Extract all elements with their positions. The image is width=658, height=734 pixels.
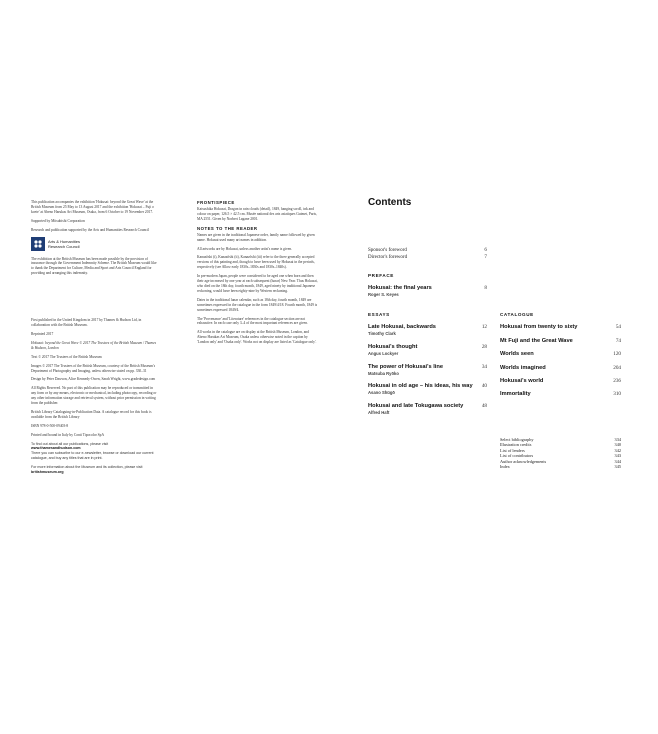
publications-note: To find out about all our publications, please visit	[31, 441, 109, 446]
copyright-text: Text © 2017 The Trustees of the British Museum	[31, 354, 102, 359]
notes-heading: NOTES TO THE READER	[197, 225, 258, 231]
back-matter-label: Illustration credits	[500, 442, 532, 448]
toc-title: Worlds seen	[500, 351, 534, 357]
toc-title: Hokusai: the final years	[368, 285, 432, 291]
ahrc-logo-line2: Research Council	[48, 243, 80, 249]
note-artworks: All artworks are by Hokusai, unless another artist's name is given.	[197, 246, 293, 251]
thames-url[interactable]: www.thamesandhudson.com	[31, 446, 81, 451]
back-matter-page: 342	[614, 447, 621, 453]
back-matter-page: 344	[614, 458, 621, 464]
back-matter-page: 340	[614, 442, 621, 448]
toc-author: Matsuba Ryōko	[368, 371, 399, 376]
sponsor-note: Supported by Mitsubishi Corporation	[31, 218, 85, 223]
first-published: First published in the United Kingdom in 2017 by Thames & Hudson Ltd, in collaboration with the British Museum.	[31, 318, 142, 328]
isbn: ISBN 978-0-500-09403-8	[31, 423, 69, 428]
toc-catalogue-section[interactable]	[500, 351, 621, 357]
toc-label: Sponsor's foreword	[368, 248, 407, 253]
back-matter-label: List of lenders	[500, 447, 525, 453]
toc-essay[interactable]	[368, 344, 487, 356]
imprint-column	[31, 200, 157, 479]
note-provenance: The 'Provenance' and 'Literature' references in the catalogue section are not exhaustive. In each case only 3–4 of the most important references are given.	[197, 316, 308, 326]
toc-catalogue-section[interactable]	[500, 324, 621, 330]
toc-title: Hokusai's thought	[368, 344, 418, 350]
contents-title: Contents	[368, 197, 412, 208]
museum-note: For more information about the Museum and its collection, please visit	[31, 465, 143, 470]
toc-title: Mt Fuji and the Great Wave	[500, 338, 573, 344]
ahrc-logo	[31, 237, 157, 251]
back-matter-page: 334	[614, 437, 621, 442]
toc-author: Asano Shūgō	[368, 390, 395, 395]
back-matter-label: Author acknowledgements	[500, 458, 547, 464]
toc-catalogue-section[interactable]	[500, 391, 621, 397]
toc-title: Hokusai from twenty to sixty	[500, 324, 578, 330]
ahrc-logo-text	[48, 239, 80, 249]
toc-title: Hokusai in old age – his ideas, his way	[368, 383, 473, 389]
research-note: Research and publication supported by the Arts and Humanities Research Council	[31, 227, 149, 232]
exhibition-note: This publication accompanies the exhibition 'Hokusai: beyond the Great Wave' at the British Museum from 25 May to 13 August 2017 and the exhibition 'Hokusai – Fuji o koete' at Abeno Harukas Art Museum, Osaka, from 6 October to 19 November 2017.	[31, 200, 154, 214]
toc-page: 28	[481, 344, 487, 350]
toc-essay[interactable]	[368, 383, 487, 395]
toc-director-foreword[interactable]	[368, 254, 487, 260]
back-matter-page: 345	[614, 464, 621, 470]
toc-page: 40	[481, 383, 487, 389]
toc-title: Hokusai and late Tokugawa society	[368, 403, 464, 409]
toc-essay[interactable]	[368, 403, 487, 415]
toc-catalogue-section[interactable]	[500, 378, 621, 384]
preface-heading: PREFACE	[368, 273, 394, 278]
toc-page: 54	[615, 324, 621, 330]
toc-author: Timothy Clark	[368, 331, 396, 336]
note-names: Names are given in the traditional Japanese order, family name followed by given name. Hokusai used many art names in addition.	[197, 232, 315, 242]
rights-reserved: All Rights Reserved. No part of this publication may be reproduced or transmitted in any form or by any means, electronic or mechanical, including photocopy, recording or any other information storage and retrieval system, without prior permission in writing from the publisher.	[31, 386, 157, 406]
printer: Printed and bound in Italy by Conti Tipocolor SpA	[31, 432, 105, 437]
toc-preface[interactable]	[368, 285, 487, 297]
back-matter-list	[500, 437, 621, 469]
essays-heading: ESSAYS	[368, 312, 390, 317]
back-matter-page: 343	[614, 453, 621, 459]
note-versions: Kanazōshi (i), Kanazōshi (ii), Kanazōshi (iii) refer to the three generally accepted versions of this painting and, though to have been used by Hokusai in the periods, respectively (see Allow early 1830s–1830s and 1830s–1840s).	[197, 255, 315, 270]
toc-title: The power of Hokusai's line	[368, 364, 443, 370]
toc-page: 120	[613, 351, 621, 357]
toc-essay[interactable]	[368, 324, 487, 336]
toc-author: Angus Lockyer	[368, 351, 399, 356]
toc-page: 236	[613, 378, 621, 384]
notes-column	[197, 200, 319, 349]
note-display: All works in the catalogue are on display at the British Museum, London, and Abeno Harukas Art Museum, Osaka unless otherwise noted in the caption by 'London only' and 'Osaka only'. Works not on display are listed as 'Catalogue only'.	[197, 330, 317, 345]
toc-catalogue-section[interactable]	[500, 365, 621, 371]
reprinted: Reprinted 2017	[31, 331, 54, 336]
newsletter-note: There you can subscribe to our e-newsletter, browse or download our current catalogue, and buy any titles that are in print.	[31, 451, 154, 461]
back-matter-label: Index	[500, 464, 510, 470]
back-matter-label: List of contributors	[500, 453, 534, 459]
toc-page: 74	[615, 338, 621, 344]
museum-url[interactable]: britishmuseum.org	[31, 470, 64, 475]
copyright-images: Images © 2017 The Trustees of the British Museum, courtesy of the British Museum's Department of Photography and Imaging, unless otherwise stated on pp. 330–31	[31, 363, 156, 373]
note-dates: Dates in the traditional lunar calendar, such as 18th day, fourth month, 1849 are sometimes expressed in the catalogue in the form 1849/4/18. Fourth month, 1849 is sometimes expressed 1849/4.	[197, 297, 318, 312]
toc-label: Director's foreword	[368, 255, 408, 260]
toc-essay[interactable]	[368, 364, 487, 376]
toc-page: 204	[613, 365, 621, 371]
toc-title: Immortality	[500, 391, 531, 397]
toc-page: 8	[484, 285, 487, 291]
indemnity-note: The exhibition at the British Museum has been made possible by the provision of insurance through the Government Indemnity Scheme. The British Museum would like to thank the Department for Culture, Media and Sport and Arts Council England for providing and arranging this indemnity.	[31, 256, 157, 276]
toc-page: 6	[484, 247, 487, 253]
toc-title: Worlds imagined	[500, 365, 546, 371]
toc-author: Roger S. Keyes	[368, 292, 399, 297]
toc-sponsor-foreword[interactable]	[368, 247, 487, 253]
copyright-book: Hokusai: beyond the Great Wave © 2017 The Trustees of the British Museum / Thames & Hudson, London	[31, 340, 157, 350]
ahrc-logo-line1: Arts & Humanities	[48, 238, 81, 244]
toc-title: Hokusai's world	[500, 378, 544, 384]
note-ages: In pre-modern Japan, people were considered to be aged one when born and then their age increased by one year at each subsequent (lunar) New Year. Thus Hokusai, who died on the 18th day, fourth month, 1849, aged ninety by traditional Japanese reckoning, would have been eighty-nine by Western reckoning.	[197, 274, 318, 293]
toc-page: 48	[481, 403, 487, 409]
frontispiece-text: Katsushika Hokusai, Dragon in rain clouds (detail), 1849, hanging scroll, ink and colour on paper, 126.5 × 42.5 cm. Musée national des arts asiatiques Guimet, Paris, MA 2551. Given by Norbert Lagane 2001.	[197, 207, 317, 221]
toc-title: Late Hokusai, backwards	[368, 324, 436, 330]
toc-page: 12	[481, 324, 487, 330]
toc-page: 34	[481, 364, 487, 370]
ahrc-logo-icon	[31, 237, 45, 251]
cip-data: British Library Cataloguing-in-Publication Data. A catalogue record for this book is available from the British Library	[31, 409, 152, 419]
toc-author: Alfred Haft	[368, 410, 390, 415]
catalogue-heading: CATALOGUE	[500, 312, 534, 317]
back-matter-item[interactable]	[500, 464, 621, 469]
design-credit: Design by Peter Dawson, Alice Kennedy-Owen, Sarah Wright, www.gradedesign.com	[31, 377, 156, 382]
toc-catalogue-section[interactable]	[500, 338, 621, 344]
frontispiece-heading: FRONTISPIECE	[197, 200, 235, 205]
toc-page: 7	[484, 254, 487, 260]
toc-page: 310	[613, 391, 621, 397]
back-matter-label: Select bibliography	[500, 437, 534, 442]
